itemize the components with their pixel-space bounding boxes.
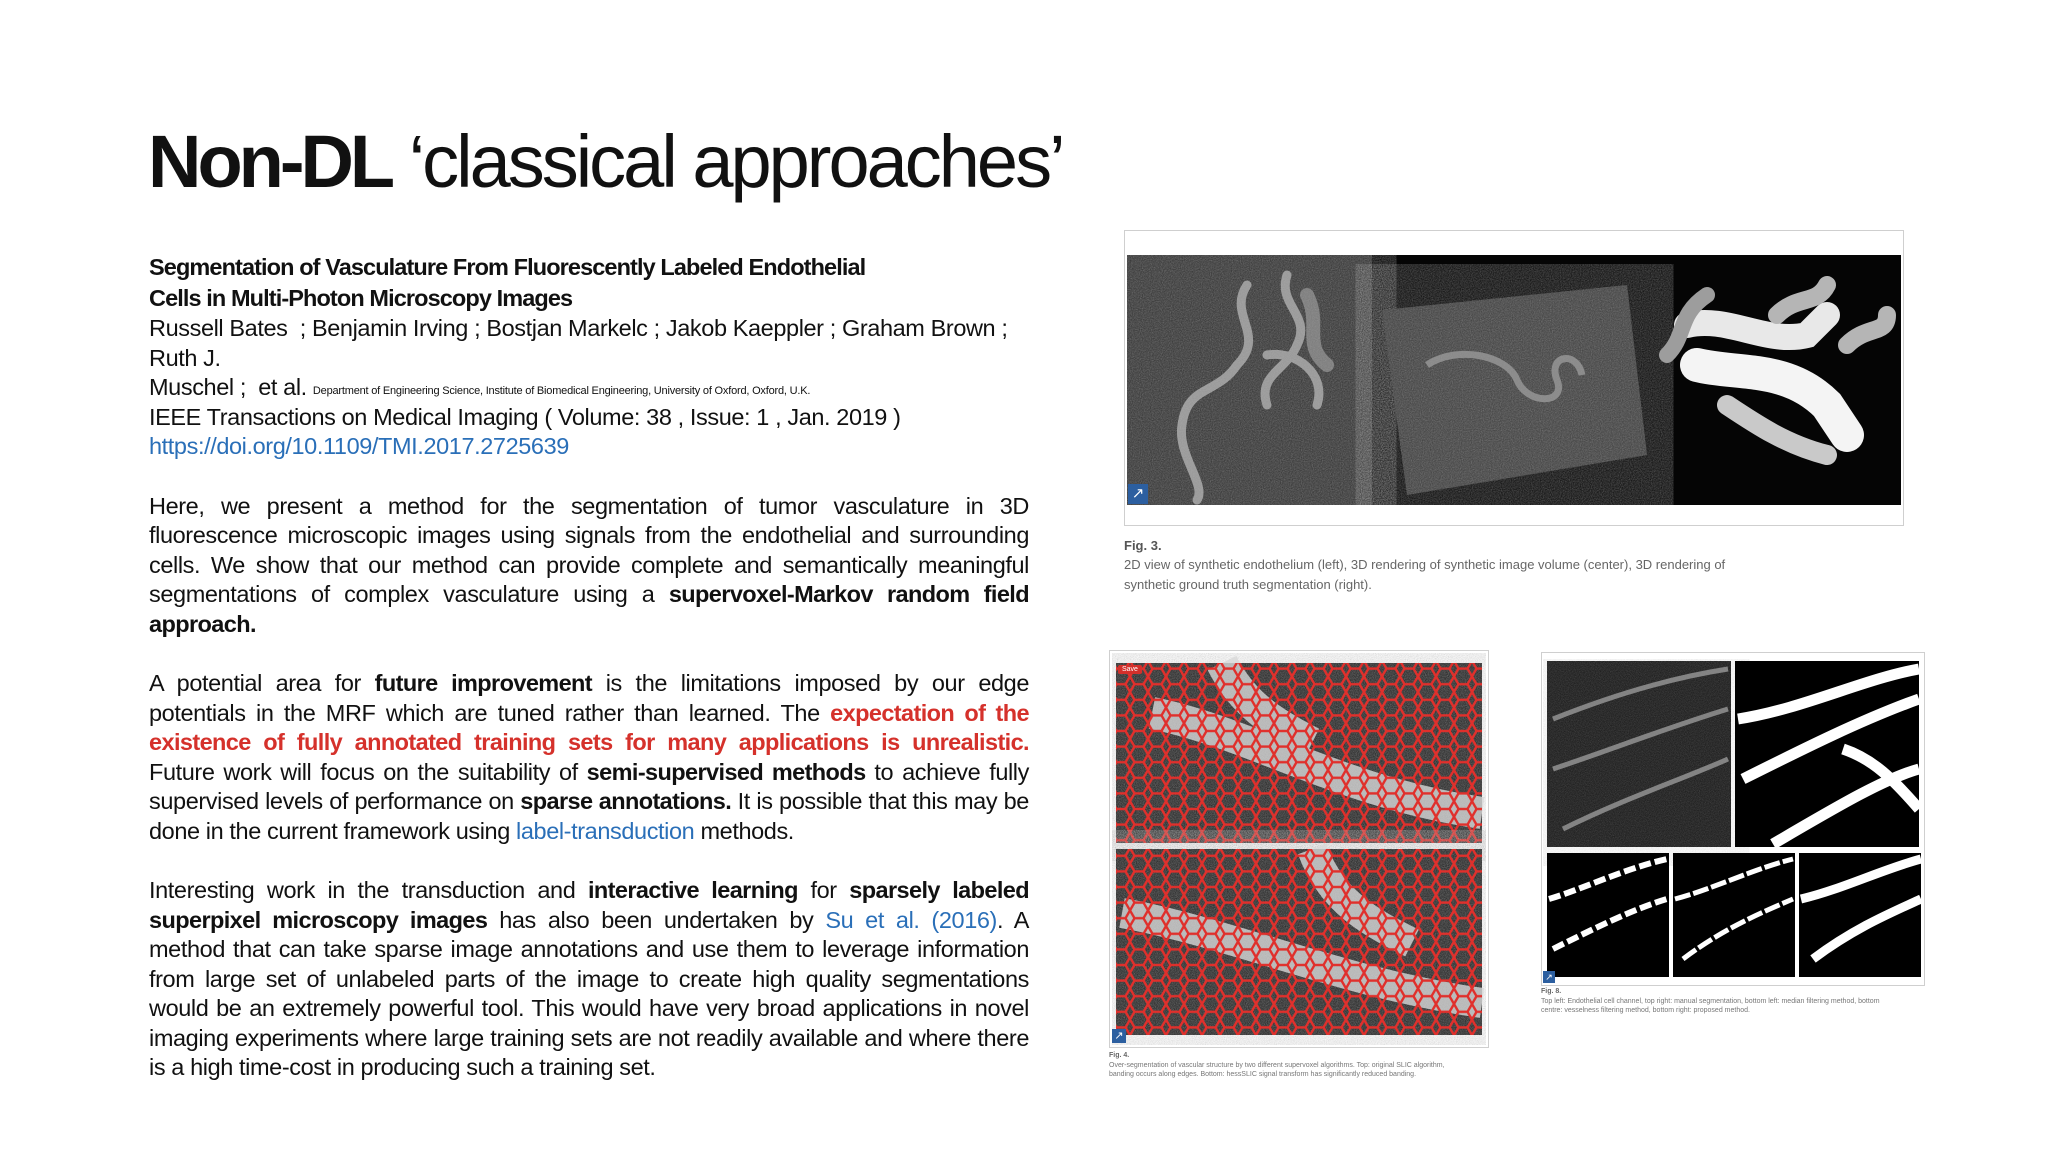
fig3-caption: 2D view of synthetic endothelium (left), 3D rendering of synthetic image volume (center), 3D rendering of synthetic ground truth segmentation (right). [1124,557,1726,592]
paper-authors [149,314,1029,462]
figure-4 [1109,650,1489,1048]
paragraph-future-work: A potential area for future improvement is the limitations imposed by our edge potentials in the MRF which are tuned rather than learned. The expectation of the existence of fully annotated training sets for many applications is unrealistic. Future work will focus on the suitability of semi-supervised methods to achieve fully supervised levels of performance on sparse annotations. It is possible that this may be done in the current framework using label-transduction methods. [149,670,1029,844]
save-button[interactable]: Save [1118,665,1142,674]
slide-title [148,118,1063,206]
slide-title-rest: ‘classical approaches’ [408,120,1063,203]
fig8-caption: Top left: Endothelial cell channel, top right: manual segmentation, bottom left: median filtering method, bottom centre: vesselness filtering method, bottom right: proposed method. [1541,998,1880,1014]
fig3-image [1127,255,1901,505]
figure-8 [1541,652,1925,986]
fig4-caption: Over-segmentation of vascular structure by two different supervoxel algorithms. Top: original SLIC algorithm, banding occurs along edges. Bottom: hessSLIC signal transform has significantly reduced banding. [1109,1062,1445,1078]
fig4-image [1112,653,1486,1045]
paper-title-line2: Cells in Multi-Photon Microscopy Images [149,285,573,311]
paper-title [149,252,1029,314]
authors-line1: Russell Bates ; Benjamin Irving ; Bostjan Markelc ; Jakob Kaeppler ; Graham Brown ; Ruth J. [149,315,1008,371]
su-et-al-link[interactable]: Su et al. (2016) [825,906,997,933]
highlight-red: expectation of the existence of fully annotated training sets for many applications is unrealistic. [149,699,1029,755]
text-column [149,252,1029,1083]
fig8-label: Fig. 8. [1541,988,1562,995]
affiliation: Department of Engineering Science, Institute of Biomedical Engineering, University of Oxford, Oxford, U.K. [312,385,811,397]
fig3-label: Fig. 3. [1124,538,1162,553]
slide-title-bold: Non-DL [148,120,392,203]
journal-info: IEEE Transactions on Medical Imaging ( Volume: 38 , Issue: 1 , Jan. 2019 ) [149,403,901,430]
figure-3 [1124,230,1904,526]
paragraph-summary: Here, we present a method for the segmentation of tumor vasculature in 3D fluorescence microscopic images using signals from the endothelial and surrounding cells. We show that our method can provide complete and semantically meaningful segmentations of complex vasculature using a supervoxel-Markov random field approach. [149,492,1029,637]
paragraph-related-work: Interesting work in the transduction and interactive learning for sparsely labeled superpixel microscopy images has also been undertaken by Su et al. (2016). A method that can take sparse image annotations and use them to leverage information from large set of unlabeled parts of the image to create high quality segmentations would be an extremely powerful tool. This would have very broad applications in novel imaging experiments where large training sets are not readily available and where there is a high time-cost in producing such a training set. [149,877,1030,1080]
fig8-image [1543,659,1923,977]
expand-fig4-icon[interactable]: ↗ [1112,1029,1126,1043]
fig4-label: Fig. 4. [1109,1052,1130,1059]
authors-line2: Muschel ; et al. [149,374,307,400]
paper-title-line1: Segmentation of Vasculature From Fluorescently Labeled Endothelial [149,254,866,280]
expand-fig3-icon[interactable]: ↗ [1128,484,1148,504]
label-transduction-link[interactable]: label-transduction [516,817,695,844]
doi-link[interactable]: https://doi.org/10.1109/TMI.2017.2725639 [149,433,569,459]
expand-fig8-icon[interactable]: ↗ [1543,971,1555,983]
